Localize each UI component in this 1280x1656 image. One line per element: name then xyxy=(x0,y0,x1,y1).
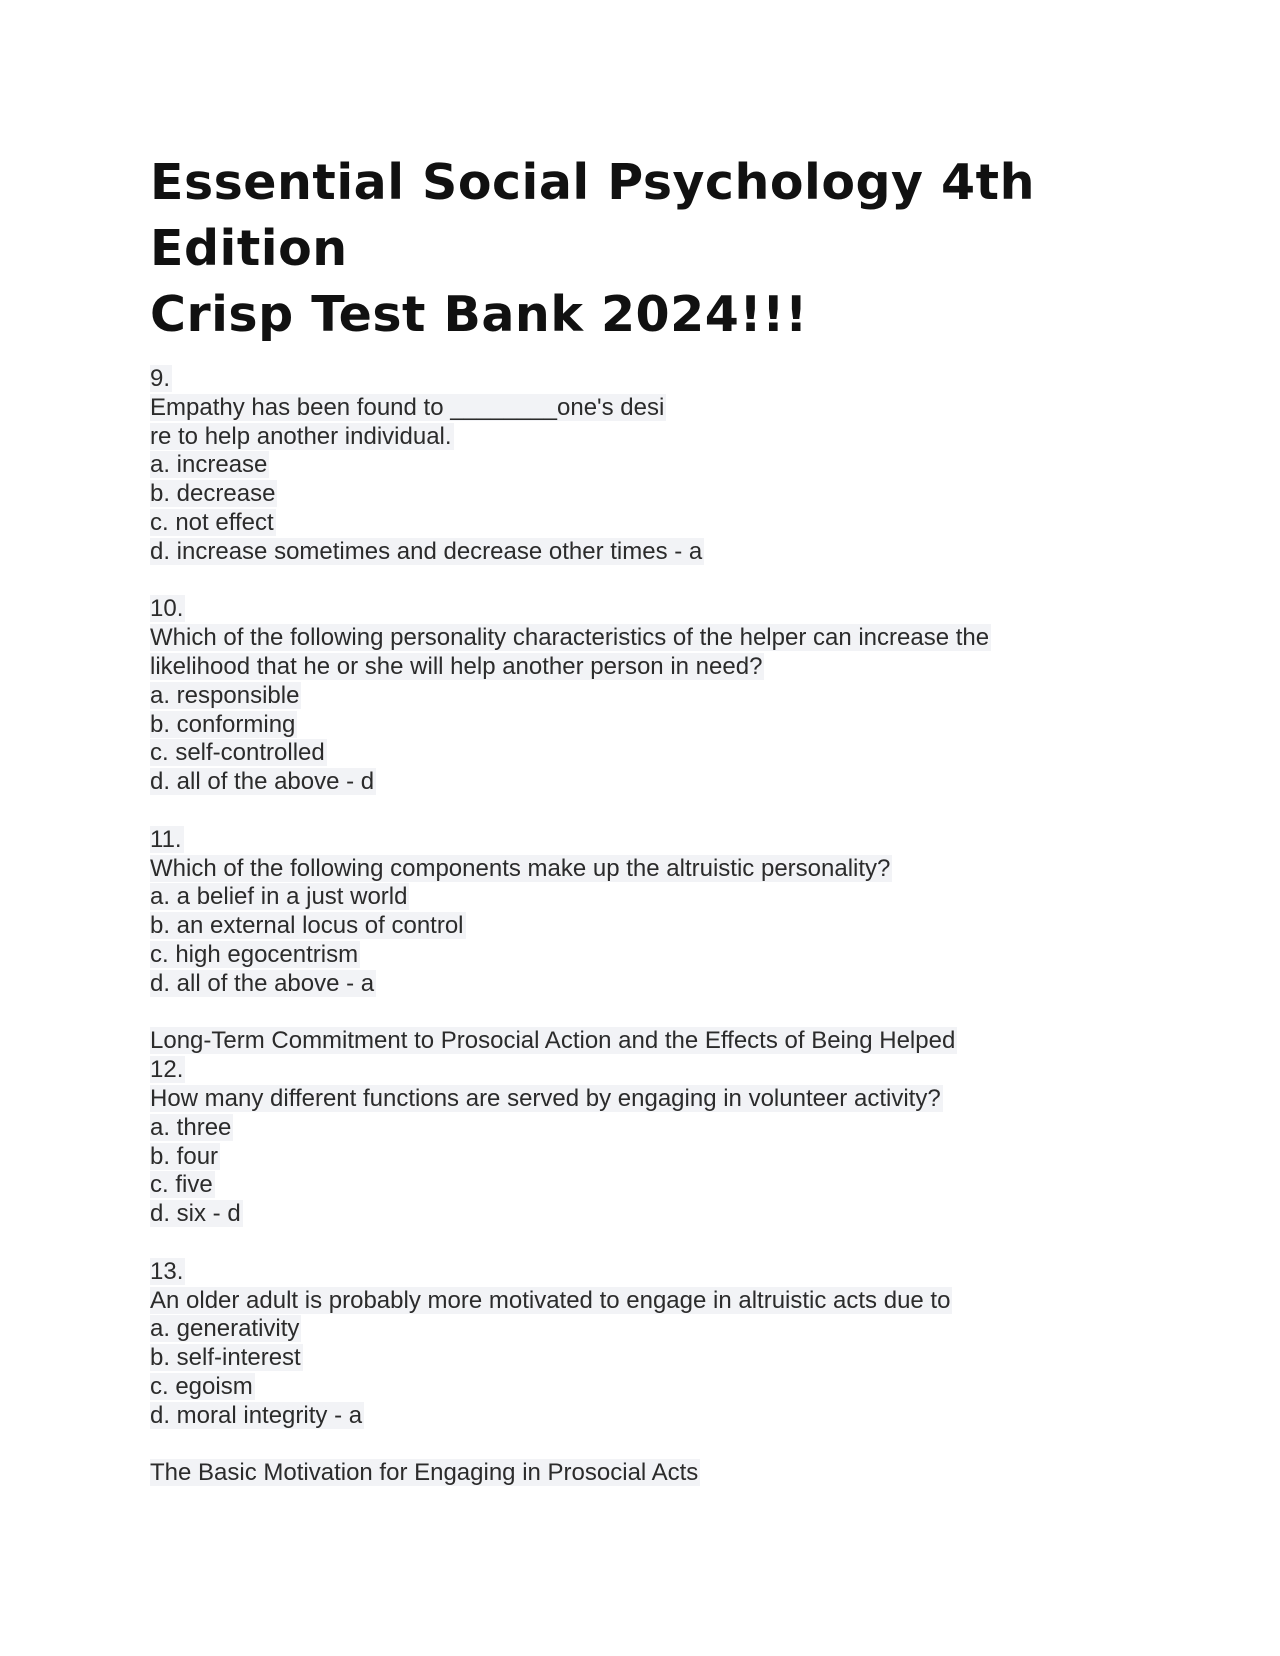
answer-option: d. all of the above - d xyxy=(150,768,375,796)
answer-option: b. conforming xyxy=(150,710,296,738)
question-number: 13. xyxy=(150,1257,184,1285)
question-number: 12. xyxy=(150,1056,184,1084)
question-text: Which of the following personality characteristics of the helper can increase the xyxy=(150,624,990,652)
answer-option: c. not effect xyxy=(150,508,274,536)
question-block xyxy=(150,826,1150,999)
question-text: Which of the following components make up the altruistic personality? xyxy=(150,854,891,882)
question-block xyxy=(150,595,1150,797)
question-text: Empathy has been found to ________one's desi xyxy=(150,393,665,421)
question-text: An older adult is probably more motivated to engage in altruistic acts due to xyxy=(150,1286,951,1314)
answer-option: c. egoism xyxy=(150,1372,253,1400)
section-heading: Long-Term Commitment to Prosocial Action and the Effects of Being Helped xyxy=(150,1027,956,1055)
answer-option: a. generativity xyxy=(150,1315,300,1343)
answer-option: d. all of the above - a xyxy=(150,969,375,997)
question-number: 9. xyxy=(150,365,171,392)
question-block xyxy=(150,1258,1150,1431)
title-line: Essential Social Psychology 4th Edition xyxy=(150,154,1035,277)
answer-option: c. self-controlled xyxy=(150,739,325,767)
section-heading: The Basic Motivation for Engaging in Prosocial Acts xyxy=(150,1459,699,1487)
answer-option: b. an external locus of control xyxy=(150,912,464,940)
answer-option: c. high egocentrism xyxy=(150,940,359,968)
answer-option: d. increase sometimes and decrease other times - a xyxy=(150,537,703,565)
question-list xyxy=(150,365,1150,1488)
question-text: likelihood that he or she will help another person in need? xyxy=(150,652,763,680)
question-block xyxy=(150,1027,1150,1229)
answer-option: a. a belief in a just world xyxy=(150,883,408,911)
answer-option: c. five xyxy=(150,1171,213,1199)
answer-option: a. three xyxy=(150,1113,232,1141)
answer-option: d. moral integrity - a xyxy=(150,1401,363,1429)
answer-option: b. decrease xyxy=(150,480,276,508)
question-number: 11. xyxy=(150,825,182,853)
question-number: 10. xyxy=(150,595,184,623)
answer-option: a. increase xyxy=(150,451,268,479)
question-text: re to help another individual. xyxy=(150,422,452,450)
title-line: Crisp Test Bank 2024!!! xyxy=(150,286,808,343)
question-block xyxy=(150,365,1150,567)
answer-option: d. six - d xyxy=(150,1200,241,1228)
answer-option: b. self-interest xyxy=(150,1344,301,1372)
answer-option: a. responsible xyxy=(150,681,300,709)
answer-option: b. four xyxy=(150,1142,219,1170)
question-text: How many different functions are served by engaging in volunteer activity? xyxy=(150,1084,941,1112)
document-title xyxy=(150,150,1190,348)
